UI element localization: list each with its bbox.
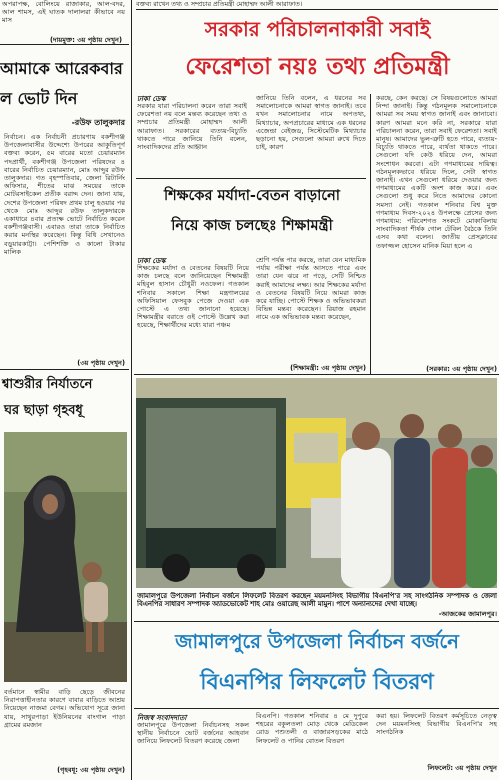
leaflet-distribution-photo-graphic [136,378,497,588]
teachers-headline-line2: নিয়ে কাজ চলছেঃ শিক্ষামন্ত্রী [171,218,333,234]
teachers-column-2: শ্রেণি পর্যন্ত পার করছে, তারা যেন মাধ্যমিক পর্যায় পরীক্ষা পর্যন্ত আসতে পারে এবং তারা যেন ঝরে না পড়ে, সেটি নিশ্চিত করাই আমাদের লক্ষ্য। আর শিক্ষকের মর্যাদা ও বেতনের বিষয়টি নিয়ে আমরা কাজ করে যাচ্ছি। পোস্টে শিক্ষক ও অভিভাবকরা বিভিন্ন মন্তব্য করেছেন। রিয়াজ রহমান নামে এক অভিভাবক মন্তব্য করেছেন, [256,256,366,322]
lead-headline-line2: ফেরেশতা নয়ঃ তথ্য প্রতিমন্ত্রী [185,54,450,80]
column-divider [131,0,132,780]
story1-byline: -রউফ তালুকদার [71,118,125,127]
woman-child-photo [4,432,127,682]
woman-child-photo-graphic [4,432,127,682]
lead-headline-line1: সরকার পরিচালনাকারী সবাই [204,17,431,41]
story2-headline-line2: ঘর ছাড়া গৃহবধূ [4,403,83,418]
leaflet-distribution-photo [136,378,497,588]
teachers-dateline: ঢাকা ডেস্ক [137,257,166,265]
bnp-column-3: করা হয়। লিফলেট বিতরণ কর্মসূচিতে নেতৃত্ব দেন ময়মনসিংহ বিভাগীয় বিএনপি'র সহ সাংগঠনিক [376,712,497,737]
story1-headline-line1: আমাকে আরেকবার [0,59,123,78]
story2-headline-line1: শ্বাশুরীর নির্যাতনে [2,377,93,392]
story1-continuation: (৩য় পৃষ্ঠায় দেখুন) [77,359,125,367]
lead-dateline: ঢাকা ডেস্ক [137,95,166,103]
photo-caption: জামালপুরে উপজেলা নির্বাচন বর্জনে লিফলেট বিতরণ করছেন ময়মনসিংহ বিভাগীয় বিএনপি'র সহ সাংগঠনিক সম্পাদক ও জেলা বিএনপির সাধারণ সম্পাদক অ্যাডভোকেট শাহ মোঃ ওয়ারেছ আলী মামুন। পাশে অন্যান্যদের দেখা যাচ্ছে। [137,592,497,609]
teachers-column-1: শিক্ষকের মর্যাদা ও বেতনের বিষয়টি নিয়ে কাজ চলছে বলে জানিয়েছেন শিক্ষামন্ত্রী মহিবুল হাসান চৌধুরী নওফেল। গতকাল শনিবার সকালে শিক্ষা মন্ত্রণালয়ের অফিসিয়াল ফেসবুক পেজে দেওয়া এক পোস্টে এ তথ্য জানানো হয়েছে। শিক্ষামন্ত্রীর বরাতে ওই পোস্টে উল্লেখ করা হয়েছে, শিক্ষার্থীদের মধ্যে যারা পঞ্চম [137,264,249,330]
divider [134,708,499,709]
lead-column-3: করছে, কেন করছে। সে বিষয়গুলোতে আমরা নিন্দা জানাই। কিন্তু গঠনমূলক সমালোচনাকে আমরা সব সময় স্বাগত জানাই এবং জানাবো। কারণ আমরা মনে করি না, সরকারে যারা পরিচালনা করেন, তারা সবাই ফেরেশতা। সবাই মানুষ। আমাদের ভুল-ত্রুটি হতে পারে, ব্যত্যয়-বিচ্যুতি থাকতে পারে, ব্যর্থতা থাকতে পারে। সেগুলো যদি কেউ ধরিয়ে দেন, আমরা সংশোধন করবো। এটা গণমাধ্যমের দায়িত্ব। গঠনমূলকভাবে ধরিয়ে দিলে, সেটা স্বাগত জানাই। এখন সেগুলো ধরিয়ে দেওয়ার জন্য গণমাধ্যমের একটি অংশ কাজ করে। এবং সেগুলো শুধু করে নিতে আমাদের কোনো সমস্যা নেই। গতকাল শনিবার বিশ্ব মুক্ত গণমাধ্যম দিবস-২০২৪ উপলক্ষে প্রেসের জন্য গণমাধ্যম: পরিবেশগত সংকটে মোকাবিলায় সাংবাদিকতা শীর্ষক গোল টেবিল বৈঠকে তিনি এসব কথা বলেন। জাতীয় প্রেসক্লাবের তফাজ্জল হোসেন মানিক মিয়া হলে এ [376,94,497,250]
bnp-column-1: জামালপুরে উপজেলা নির্বাচনসহ সকল স্থানীয় নির্বাচনে ভোট বর্জনের আহবান জানিয়ে লিফলেট বিতরণ করেছে জেলা [137,721,249,746]
teachers-headline-line1: শিক্ষকের মর্যাদা-বেতন বাড়ানো [164,188,340,204]
divider [134,621,499,622]
lead-column-1: সরকার যারা পরিচালনা করেন তারা সবাই ফেরেশতা নয় বলে মন্তব্য করেছেন তথ্য ও সম্প্রচার প্রতিমন্ত্রী মোহাম্মদ আলী আরাফাত। সরকারের ব্যত্যয়-বিচ্যুতি থাকতে পারে জানিয়ে তিনি বলেন, সাংবাদিকদের প্রতি আহ্বান [137,102,247,152]
column-divider [370,94,371,374]
bnp-continuation: লিফলেট: ৩য় পৃষ্ঠায় দেখুন [427,764,497,772]
divider [0,44,129,45]
divider [136,178,366,179]
left-top-text: অপরাপক্ষ, বোলিংয়ে রাজাকার, আল-বদর, আল শামস, এই ঘাতক দালালরা কীভাবে নয় মাস [2,0,125,25]
divider [134,374,499,375]
bnp-headline-line2: বিএনপির লিফলেট বিতরণ [200,670,434,695]
teachers-continuation: (শিক্ষামন্ত্রী: ৩য় পৃষ্ঠায় দেখুন) [290,364,366,372]
bnp-dateline: নিজস্ব সংবাদদাতা [137,714,187,722]
left-top-continuation: (দায়মুক্ত: ৩য় পৃষ্ঠায় দেখুন) [49,36,122,44]
bnp-column-2: বিএনপি। গতকাল শনিবার ৪ মে দুপুরে শহরের বকুলতলা মোড় থেকে মেডিকেল রোড পশুতলী ও বাজারসড়কের মাঠে লিফলেট ও পানির বোতল বিতরণ [256,712,368,745]
story2-continuation: (গৃহবধূ: ৩য় পৃষ্ঠায় দেখুন) [57,766,125,774]
lead-continuation: (সরকার: ৩য় পৃষ্ঠায় দেখুন) [426,365,497,373]
story1-headline-line2: ল ভোট দিন [0,89,78,108]
story2-body: বর্তমানে স্বামীর বাড়ি ছেড়ে জীবনের নিরাপত্তাহীনতার কারণে বাবার বাড়িতে আশ্রয় নিয়েছেন নাজমা বেগম। অভিযোগ সূত্রে জানা যায়, সাথুরপাড়া ইউনিয়নের বাংগাল পাড়া গ্রামের রমজান [4,688,125,729]
bnp-headline-line1: জামালপুরে উপজেলা নির্বাচন বর্জনে [175,630,459,653]
top-strip-text: বক্তব্য রাখেন তথ্য ও সম্প্রচার প্রতিমন্ত্রী মোহাম্মদ আলী আরাফাত। [136,0,303,8]
story1-body: নির্বাচন। এক নির্বাচনী প্রচারণায় বকশীগঞ্জ উপজেলাবাসীর উদ্দেশ্যে উপরের আকুতিপূর্ণ বক্তব্য করেন, ৫ম বারের মতো চেয়ারম্যান পদপ্রার্থী, বকশীগঞ্জ উপজেলা পরিষদের ৪ বারের নির্বাচিত চেয়ারম্যান, মোঃ আব্দুর রউফ তালুকদার। গত বৃহস্পতিবার, জেলা রিটার্নিং অফিসার, শীতের মাঝ সময়ের তাকে মোটরসাইকেল প্রতীক বরাদ্দ দেন। জানা যায়, দেশের উপজেলা পরিষদ প্রথম চালু হওয়ার পর থেকে মোঃ আব্দুর রউফ তালুকদারকে একাধারে ৪বার প্রত্যক্ষ ভোটে নির্বাচিত করেন বকশীগঞ্জবাসী। এবারও তারা তাকে নির্বাচিত করার মনস্থির করেছেন। কিন্তু বিধি সেখানেও বড়ুয়ারকাট্টা। পেশিশক্তি ও কালো টাকার মালিক [4,133,125,256]
lead-column-2: জানিয়ে তিনি বলেন, এ ধরনের সব সমালোচনাকে আমরা স্বাগত জানাই। তবে যখন সমালোচনার নামে অপতথ্য, মিথ্যাচার, অপপ্রচারের মাধ্যমে এক ধরনের এজেন্ডা বেইজড, সিস্টেমেটিক মিথ্যাচার ছড়ানো হয়, সেগুলো আমরা রুখে দিতে চাই, কারণ [256,94,366,152]
divider [136,9,498,10]
photo-credit: -আজকের জামালপুর। [438,610,497,618]
divider [0,369,129,370]
